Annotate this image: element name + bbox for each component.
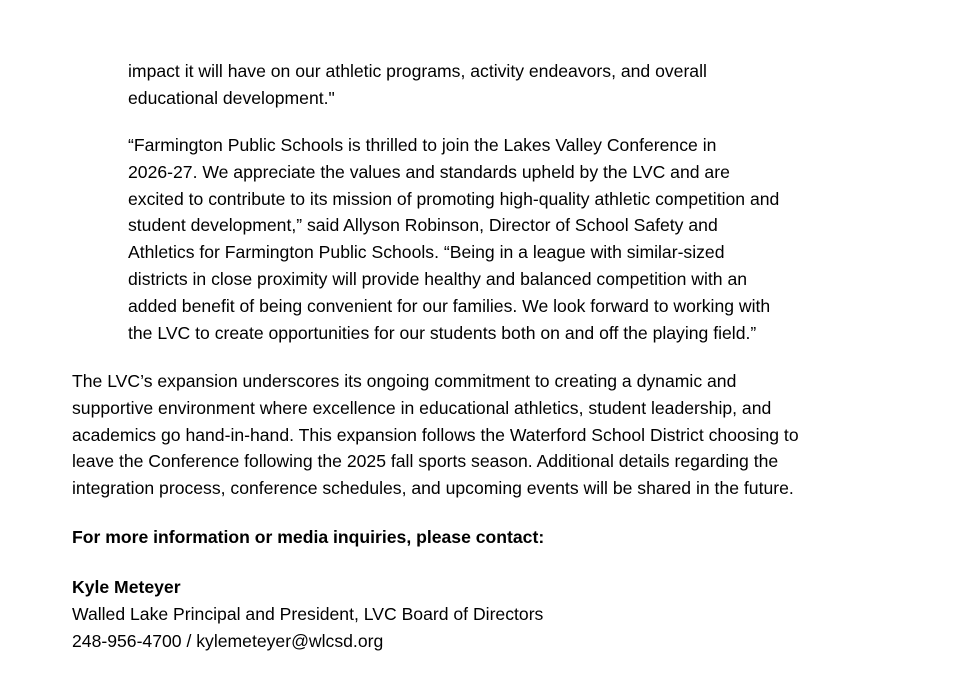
quote-continuation-paragraph: impact it will have on our athletic programs, activity endeavors, and overall educational development." (128, 61, 707, 108)
contact-phone-email: 248-956-4700 / kylemeteyer@wlcsd.org (72, 631, 384, 651)
contact-name: Kyle Meteyer (72, 577, 181, 597)
contact-heading: For more information or media inquiries, please contact: (72, 527, 545, 547)
contact-block (72, 574, 872, 655)
contact-title: Walled Lake Principal and President, LVC Board of Directors (72, 604, 544, 624)
expansion-paragraph: The LVC’s expansion underscores its ongoing commitment to creating a dynamic and supportive environment where excellence in educational athletics, student leadership, and academics go hand-in-hand. This expansion follows the Waterford School District choosing to leave the Conference following the 2025 fall sports season. Additional details regarding the integration process, conference schedules, and upcoming events will be shared in the future. (72, 371, 799, 499)
farmington-quote-paragraph: “Farmington Public Schools is thrilled to join the Lakes Valley Conference in 2026-27. We appreciate the values and standards upheld by the LVC and are excited to contribute to its mission of promoting high-quality athletic competition and student development,” said Allyson Robinson, Director of School Safety and Athletics for Farmington Public Schools. “Being in a league with similar-sized districts in close proximity will provide healthy and balanced competition with an added benefit of being convenient for our families. We look forward to working with the LVC to create opportunities for our students both on and off the playing field.” (128, 135, 780, 343)
